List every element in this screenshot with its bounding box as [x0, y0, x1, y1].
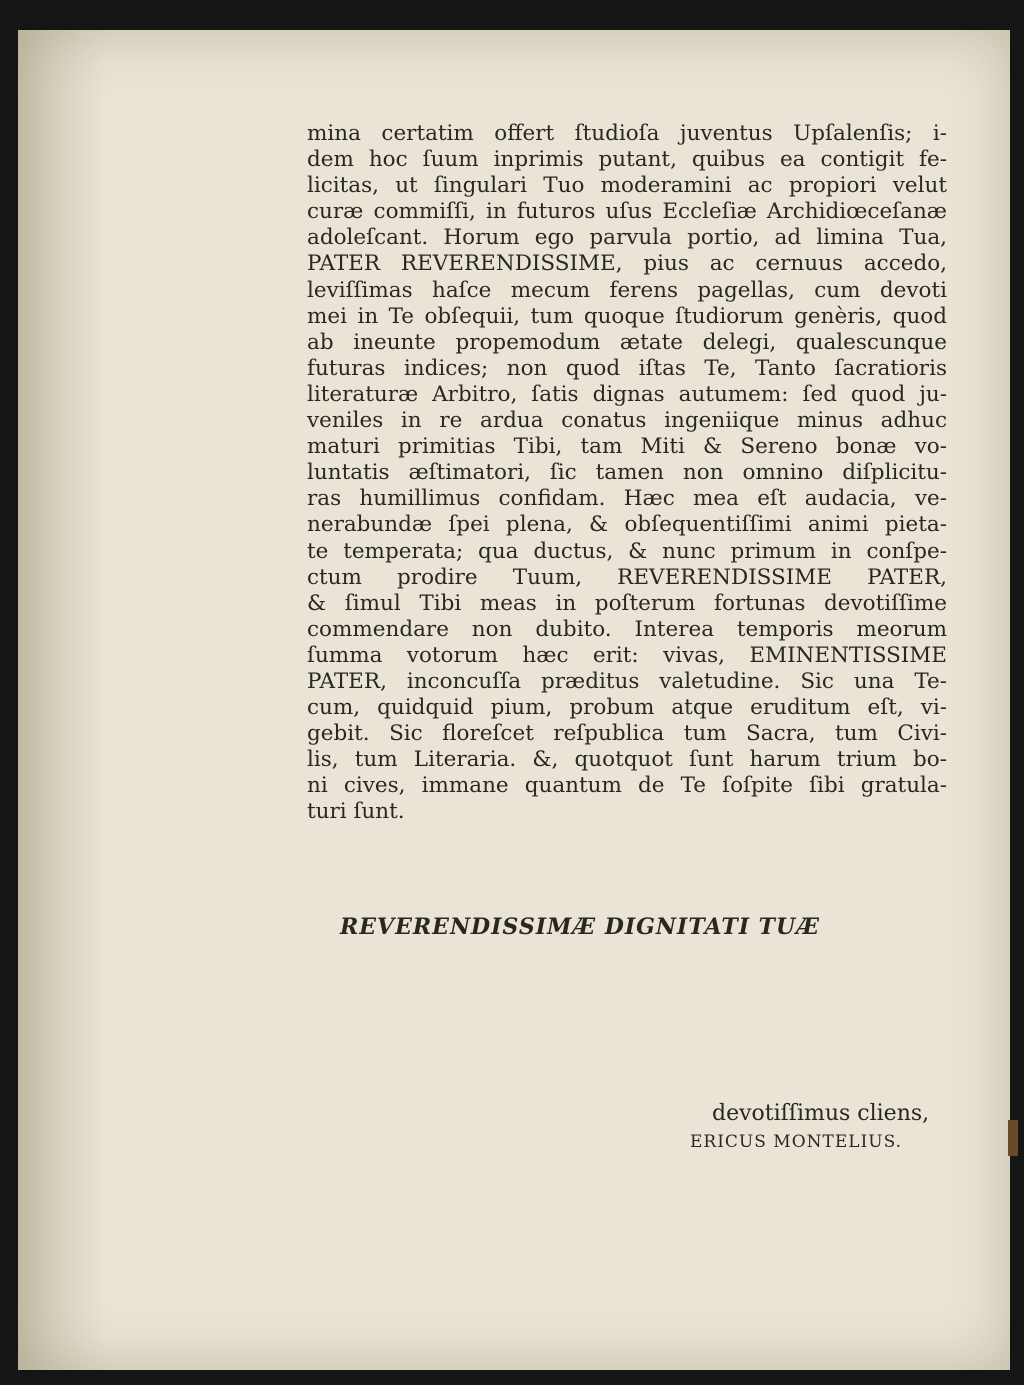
signature-block — [670, 1100, 970, 1156]
page-edge-mark — [1008, 1120, 1018, 1156]
text-line: ſumma votorum hæc erit: vivas, EMINENTISSIME — [307, 642, 947, 668]
signature-salutation: devotiſſimus cliens, — [712, 1101, 930, 1126]
text-line: adoleſcant. Horum ego parvula portio, ad limina Tua, — [307, 225, 947, 251]
text-line: mina certatim offert ſtudioſa juventus Upſalenſis; i- — [307, 121, 947, 146]
text-line: licitas, ut ſingulari Tuo moderamini ac propiori velut — [307, 173, 947, 199]
text-line: te temperata; qua ductus, & nunc primum in conſpe- — [307, 538, 947, 564]
text-line: lis, tum Literaria. &, quotquot ſunt harum trium bo- — [307, 747, 947, 773]
text-line: & ſimul Tibi meas in poſterum fortunas devotiſſime — [307, 590, 947, 616]
text-line: ab ineunte propemodum ætate delegi, qualescunque — [307, 329, 947, 355]
text-line: cum, quidquid pium, probum atque eruditum eſt, vi- — [307, 695, 947, 721]
text-line: nerabundæ ſpei plena, & obſequentiſſimi animi pieta- — [307, 512, 947, 538]
signature-name: ERICUS MONTELIUS. — [690, 1132, 903, 1152]
text-line: ras humillimus confidam. Hæc mea eſt audacia, ve- — [307, 486, 947, 512]
text-line: ni cives, immane quantum de Te ſoſpite ſibi gratula- — [307, 773, 947, 799]
text-line: mei in Te obſequii, tum quoque ſtudiorum genèris, quod — [307, 303, 947, 329]
text-line: ctum prodire Tuum, REVERENDISSIME PATER, — [307, 564, 947, 590]
text-line: veniles in re ardua conatus ingeniique minus adhuc — [307, 408, 947, 434]
closing-dedication: REVERENDISSIMÆ DIGNITATI TUÆ — [340, 914, 820, 940]
gutter-shadow — [18, 30, 108, 1370]
text-line: luntatis æſtimatori, ſic tamen non omnino diſplicitu- — [307, 460, 947, 486]
text-line: PATER, inconcuſſa præditus valetudine. Sic una Te- — [307, 668, 947, 694]
text-line: futuras indices; non quod iſtas Te, Tanto ſacratioris — [307, 355, 947, 381]
text-line: maturi primitias Tibi, tam Miti & Sereno bonæ vo- — [307, 434, 947, 460]
text-line: turi ſunt. — [307, 799, 405, 825]
text-line: leviſſimas haſce mecum ferens pagellas, cum devoti — [307, 277, 947, 303]
text-line: dem hoc ſuum inprimis putant, quibus ea contigit fe- — [307, 147, 947, 173]
text-line: commendare non dubito. Interea temporis meorum — [307, 616, 947, 642]
body-text — [307, 121, 947, 826]
text-line: gebit. Sic floreſcet reſpublica tum Sacra, tum Civi- — [307, 721, 947, 747]
text-line: literaturæ Arbitro, ſatis dignas autumem: ſed quod ju- — [307, 381, 947, 407]
text-line: curæ commiſſi, in futuros uſus Eccleſiæ Archidiœceſanæ — [307, 199, 947, 225]
text-line: PATER REVERENDISSIME, pius ac cernuus accedo, — [307, 251, 947, 277]
